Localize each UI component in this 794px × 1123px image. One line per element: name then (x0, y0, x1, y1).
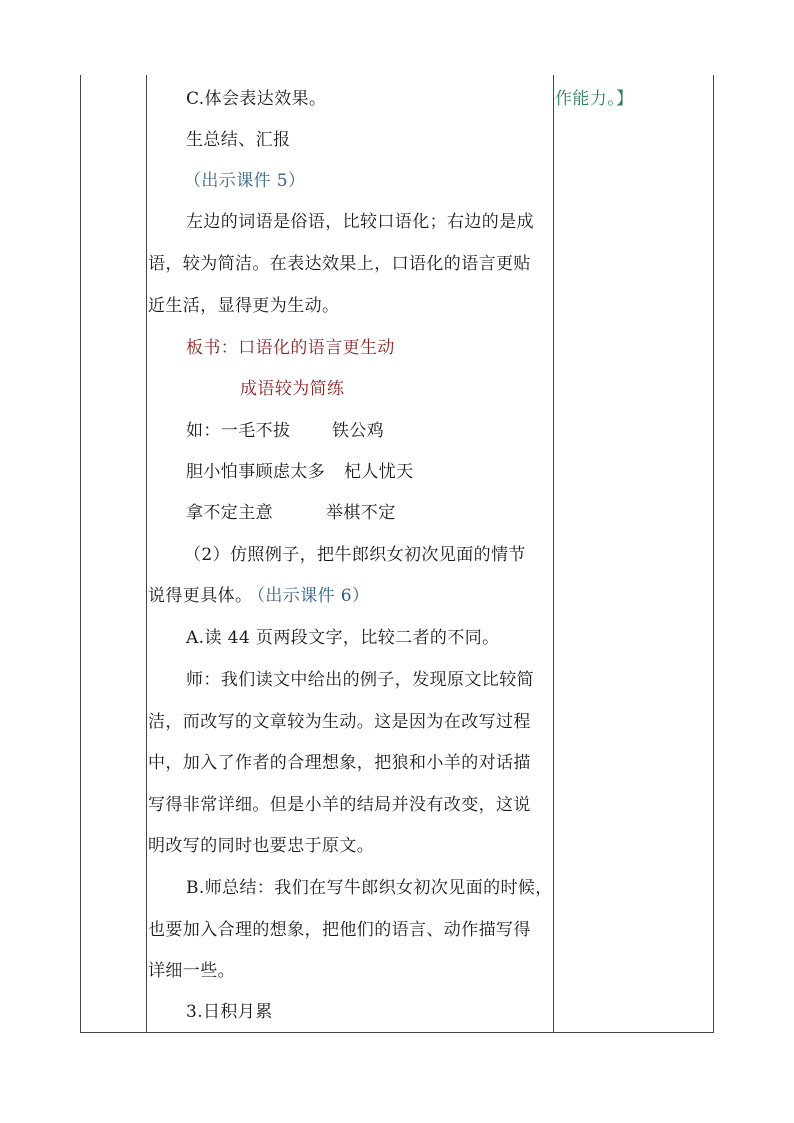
paragraph-line: 洁，而改写的文章较为生动。这是因为在改写过程 (148, 712, 531, 732)
step-b-line: B.师总结：我们在写牛郎织女初次见面的时候， (186, 878, 553, 898)
step-c-line: C.体会表达效果。 (186, 89, 327, 109)
paragraph-line: 语，较为简洁。在表达效果上，口语化的语言更贴 (148, 254, 531, 274)
table-right-border (713, 75, 714, 1033)
example-idiom-right: 举棋不定 (326, 503, 396, 523)
board-writing-line-2: 成语较为简练 (240, 379, 345, 399)
paragraph-line: 师：我们读文中给出的例子，发现原文比较简 (186, 670, 534, 690)
paragraph-line: 中，加入了作者的合理想象，把狼和小羊的对话描 (148, 753, 531, 773)
paragraph-line: 详细一些。 (148, 961, 235, 981)
example-idiom-left: 拿不定主意 (186, 503, 273, 523)
board-writing-line-1: 板书：口语化的语言更生动 (186, 338, 395, 358)
table-left-border (80, 75, 81, 1033)
step-a-line: A.读 44 页两段文字，比较二者的不同。 (186, 628, 500, 648)
paragraph-line: 左边的词语是俗语，比较口语化；右边的是成 (186, 212, 534, 232)
paragraph-line: （2）仿照例子，把牛郎织女初次见面的情节 (184, 545, 526, 565)
paragraph-line: 也要加入合理的想象，把他们的语言、动作描写得 (148, 920, 531, 940)
example-idiom-left: 如：一毛不拔 (186, 421, 291, 441)
table-col-divider-1 (146, 75, 147, 1033)
table-col-divider-2 (553, 75, 554, 1033)
slide-reference-5: （出示课件 5） (184, 171, 306, 191)
paragraph-line: 说得更具体。 (148, 586, 253, 606)
paragraph-line: 近生活，显得更为生动。 (148, 296, 340, 316)
section-heading-3: 3.日积月累 (186, 1002, 273, 1022)
paragraph-line: 写得非常详细。但是小羊的结局并没有改变，这说 (148, 795, 531, 815)
example-idiom-left: 胆小怕事顾虑太多 (186, 462, 326, 482)
slide-reference-6: （出示课件 6） (248, 586, 370, 606)
paragraph-line: 明改写的同时也要忠于原文。 (148, 836, 375, 856)
design-intent-text: 作能力。】 (555, 89, 634, 109)
student-summary-line: 生总结、汇报 (186, 130, 291, 150)
example-idiom-right: 铁公鸡 (332, 421, 385, 441)
table-bottom-border (80, 1032, 714, 1033)
example-idiom-right: 杞人忧天 (344, 462, 414, 482)
teaching-process-cell (148, 80, 553, 1030)
